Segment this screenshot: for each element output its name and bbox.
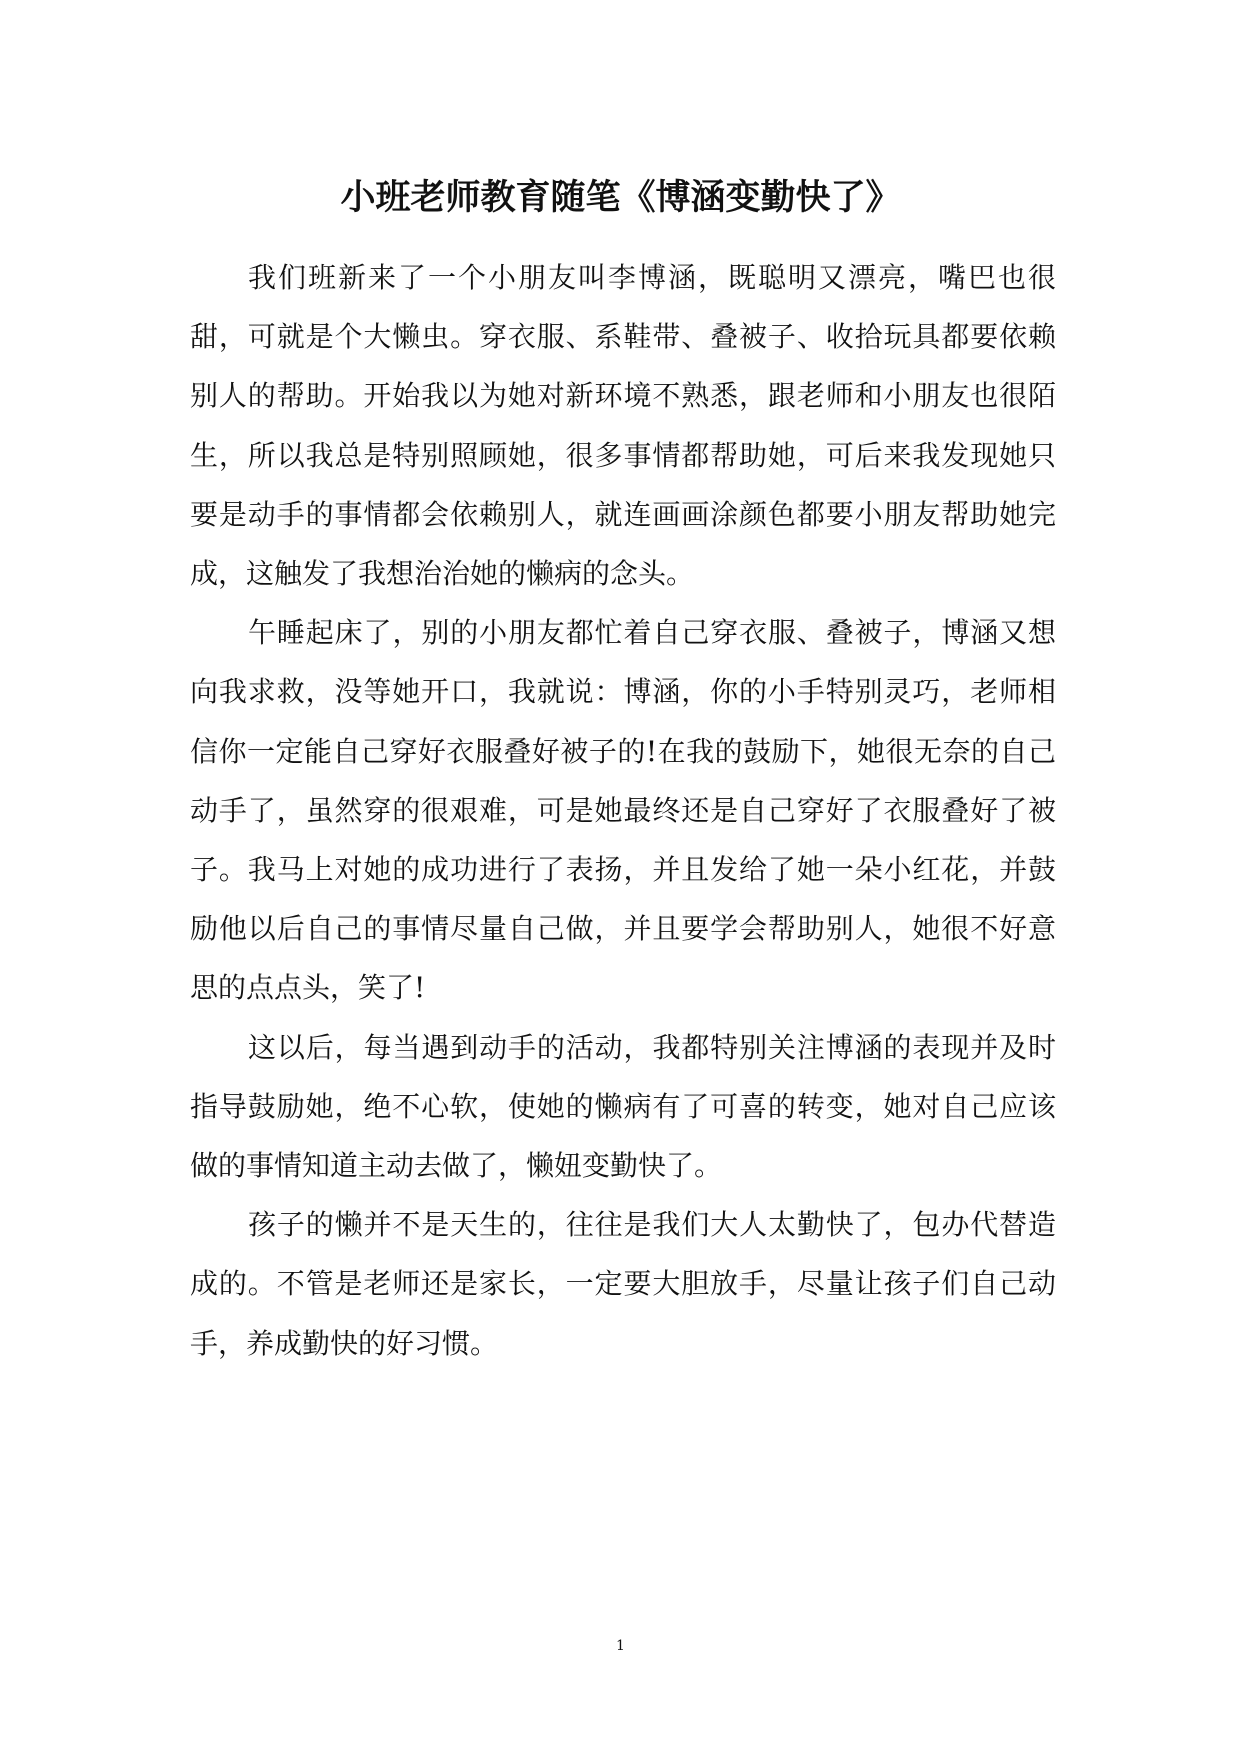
document-body — [190, 248, 1056, 1373]
page-number: 1 — [616, 1638, 625, 1654]
document-title: 小班老师教育随笔《博涵变勤快了》 — [340, 177, 901, 219]
paragraph-2: 午睡起床了，别的小朋友都忙着自己穿衣服、叠被子，博涵又想向我求救，没等她开口，我就说：博涵，你的小手特别灵巧，老师相信你一定能自己穿好衣服叠好被子的!在我的鼓励下，她很无奈的自己动手了，虽然穿的很艰难，可是她最终还是自己穿好了衣服叠好了被子。我马上对她的成功进行了表扬，并且发给了她一朵小红花，并鼓励他以后自己的事情尽量自己做，并且要学会帮助别人，她很不好意思的点点头，笑了! — [190, 616, 1056, 1005]
paragraph-1: 我们班新来了一个小朋友叫李博涵，既聪明又漂亮，嘴巴也很甜，可就是个大懒虫。穿衣服、系鞋带、叠被子、收拾玩具都要依赖别人的帮助。开始我以为她对新环境不熟悉，跟老师和小朋友也很陌生，所以我总是特别照顾她，很多事情都帮助她，可后来我发现她只要是动手的事情都会依赖别人，就连画画涂颜色都要小朋友帮助她完成，这触发了我想治治她的懒病的念头。 — [190, 261, 1056, 591]
paragraph-4: 孩子的懒并不是天生的，往往是我们大人太勤快了，包办代替造成的。不管是老师还是家长，一定要大胆放手，尽量让孩子们自己动手，养成勤快的好习惯。 — [190, 1208, 1056, 1360]
paragraph-3: 这以后，每当遇到动手的活动，我都特别关注博涵的表现并及时指导鼓励她，绝不心软，使她的懒病有了可喜的转变，她对自己应该做的事情知道主动去做了，懒妞变勤快了。 — [190, 1030, 1056, 1183]
